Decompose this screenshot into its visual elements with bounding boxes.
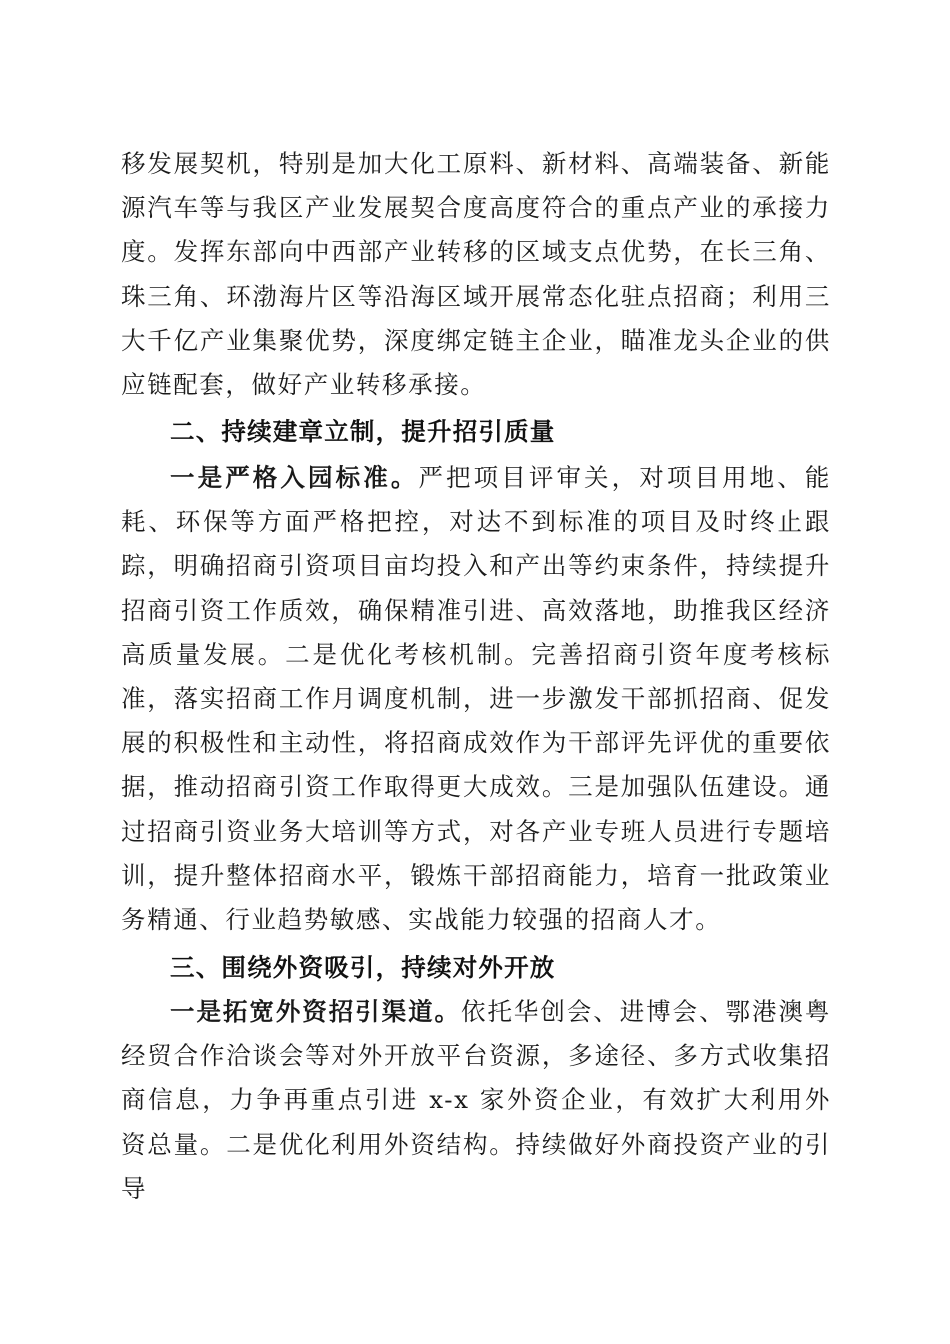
paragraph-section-3	[121, 990, 831, 1211]
section-heading-3: 三、围绕外资吸引，持续对外开放	[170, 953, 556, 982]
paragraph-section-2	[121, 456, 831, 942]
paragraph-body: 严把项目评审关，对项目用地、能耗、环保等方面严格把控，对达不到标准的项目及时终止跟踪，明确招商引资项目亩均投入和产出等约束条件，持续提升招商引资工作质效，确保精准引进、高效落地，助推我区经济高质量发展。二是优化考核机制。完善招商引资年度考核标准，落实招商工作月调度机制，进一步激发干部抓招商、促发展的积极性和主动性，将招商成效作为干部评先评优的重要依据，推动招商引资工作取得更大成效。三是加强队伍建设。通过招商引资业务大培训等方式，对各产业专班人员进行专题培训，提升整体招商水平，锻炼干部招商能力，培育一批政策业务精通、行业趋势敏感、实战能力较强的招商人才。	[121, 463, 831, 935]
paragraph-lead: 一是严格入园标准。	[170, 463, 419, 492]
paragraph-body: 依托华创会、进博会、鄂港澳粤经贸合作洽谈会等对外开放平台资源，多途径、多方式收集招商信息，力争再重点引进 x-x 家外资企业，有效扩大利用外资总量。二是优化利用外资结构。持续做好外商投资产业的引导	[121, 997, 831, 1203]
section-heading-2: 二、持续建章立制，提升招引质量	[170, 417, 556, 446]
paragraph-lead: 一是拓宽外资招引渠道。	[170, 997, 461, 1026]
paragraph-continuation: 移发展契机，特别是加大化工原料、新材料、高端装备、新能源汽车等与我区产业发展契合度高度符合的重点产业的承接力度。发挥东部向中西部产业转移的区域支点优势，在长三角、珠三角、环渤海片区等沿海区域开展常态化驻点招商；利用三大千亿产业集聚优势，深度绑定链主企业，瞄准龙头企业的供应链配套，做好产业转移承接。	[121, 149, 831, 400]
